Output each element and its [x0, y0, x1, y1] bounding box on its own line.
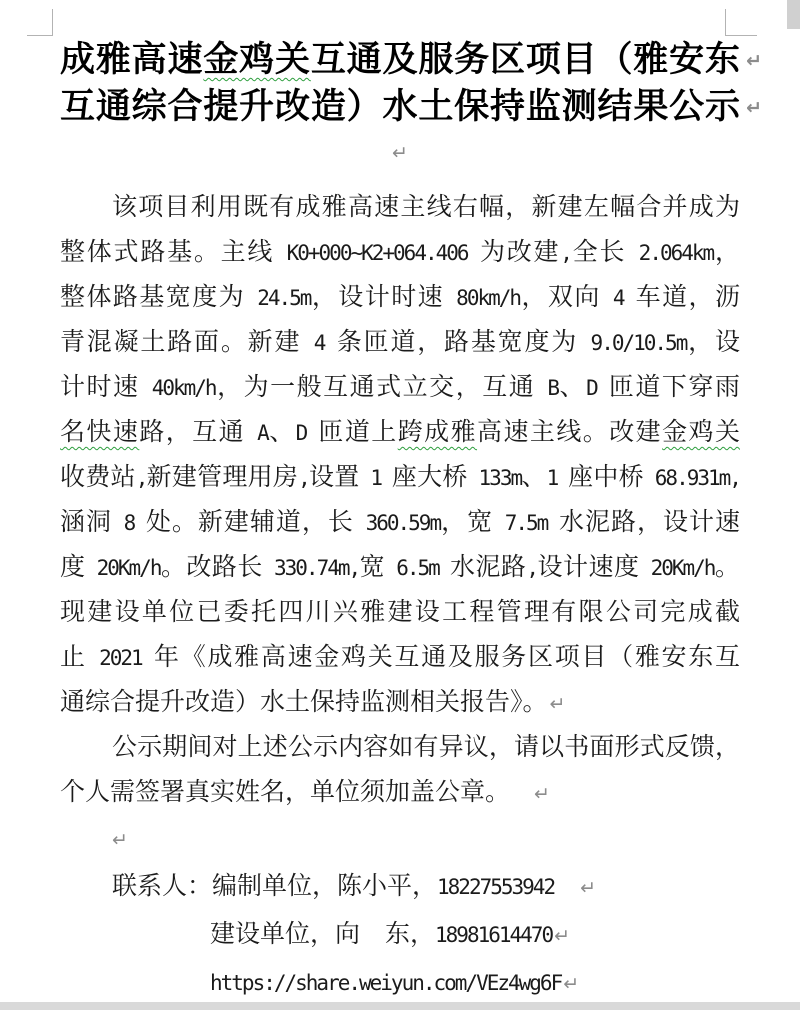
line-text: 涵洞 8 处。新建辅道，长 360.59m，宽 7.5m 水泥路，设计速	[60, 507, 740, 536]
margin-crop-mark-top-right-vertical	[725, 9, 726, 36]
latin-text-run: 1	[546, 466, 569, 490]
line-text: 建设单位，向 东，18981614470	[210, 919, 553, 948]
line-text: 通综合提升改造）水土保持监测相关报告》。	[60, 687, 548, 716]
share-link-line	[60, 958, 740, 1006]
line-text: 计时速 40km/h，为一般互通式立交，互通 B、D 匝道下穿雨	[60, 372, 740, 401]
latin-text-run: 8	[112, 511, 146, 535]
latin-text-run: 4	[600, 286, 636, 310]
latin-text-run: 6.5m	[385, 556, 450, 580]
latin-text-run: K0+000~K2+064.406	[274, 241, 480, 265]
paragraph-mark-icon: ↵	[549, 693, 566, 715]
latin-text-run: 133m	[467, 466, 522, 490]
latin-text-run: 20Km/h	[85, 556, 161, 580]
paragraph-mark-icon: ↵	[392, 142, 408, 164]
body-text-line	[60, 454, 740, 499]
body-text-line	[60, 589, 740, 634]
empty-paragraph-line	[60, 814, 740, 862]
body-text-line	[60, 184, 740, 229]
body-text-line	[60, 499, 740, 544]
latin-text-run: B	[535, 376, 559, 400]
latin-text-run: 7.5m	[493, 511, 559, 535]
latin-text-run: 9.0/10.5m	[578, 331, 687, 355]
latin-text-run: 2021	[86, 646, 155, 670]
document-content	[60, 0, 762, 1006]
title-spacer	[60, 130, 740, 172]
latin-text-run: 360.59m	[353, 511, 441, 535]
document-title-line-2	[60, 83, 762, 130]
latin-text-run: ,	[135, 466, 147, 490]
line-text: 现建设单位已委托四川兴雅建设工程管理有限公司完成截	[60, 597, 740, 626]
paragraph-mark-icon: ↵	[563, 973, 580, 995]
margin-crop-mark-top-left-horizontal	[27, 35, 53, 36]
paragraph-mark-icon: ↵	[554, 925, 571, 947]
line-text: 度 20Km/h。改路长 330.74m,宽 6.5m 水泥路,设计速度 20Km/h。	[60, 552, 740, 581]
document-body	[60, 184, 740, 814]
latin-text-run: 80km/h	[444, 286, 521, 310]
body-text-line	[60, 724, 740, 769]
window-edge-corner	[787, 0, 800, 29]
paragraph-mark-icon: ↵	[534, 783, 550, 805]
line-text: 止 2021 年《成雅高速金鸡关互通及服务区项目（雅安东互	[60, 642, 740, 671]
spellcheck-wavy-underline: 名快速	[60, 417, 140, 446]
body-text-line	[60, 409, 740, 454]
latin-text-run: https://share.weiyun.com/VEz4wg6F	[210, 971, 562, 995]
latin-text-run: ,	[526, 556, 538, 580]
body-text-line	[60, 274, 740, 319]
line-text: 青混凝土路面。新建 4 条匝道，路基宽度为 9.0/10.5m，设	[60, 327, 740, 356]
line-text	[210, 967, 561, 996]
line-text: 公示期间对上述公示内容如有异议，请以书面形式反馈，	[112, 732, 740, 761]
line-text: 该项目利用既有成雅高速主线右幅，新建左幅合并成为	[112, 192, 740, 221]
margin-crop-mark-top-left-vertical	[52, 9, 53, 36]
contact-line-compiler	[60, 862, 740, 910]
latin-text-run: 40km/h	[139, 376, 216, 400]
line-text: 互通综合提升改造）水土保持监测结果公示	[60, 87, 740, 126]
latin-text-run: D	[295, 421, 319, 445]
document-title-line-1	[60, 36, 762, 83]
latin-text-run: 4	[301, 331, 337, 355]
line-text: 成雅高速金鸡关互通及服务区项目（雅安东	[60, 40, 740, 79]
latin-text-run: 18227553942	[437, 875, 555, 899]
latin-text-run: 1	[359, 466, 392, 490]
line-text: 联系人：编制单位，陈小平，18227553942	[112, 871, 555, 900]
body-text-line	[60, 229, 740, 274]
empty-paragraph-line	[60, 130, 740, 172]
line-text: 收费站,新建管理用房,设置 1 座大桥 133m、1 座中桥 68.931m,	[60, 462, 740, 491]
line-text: 整体式路基。主线 K0+000~K2+064.406 为改建,全长 2.064km，	[60, 237, 740, 266]
latin-text-run: 68.931m,	[643, 466, 740, 490]
spellcheck-wavy-underline: 金鸡关	[662, 417, 740, 446]
latin-text-run: ,	[560, 241, 571, 265]
latin-text-run: 24.5m	[245, 286, 311, 310]
latin-text-run: 18981614470	[435, 923, 553, 947]
body-text-line	[60, 319, 740, 364]
latin-text-run: A	[245, 421, 268, 445]
document-footer	[60, 814, 740, 1006]
document-title	[60, 36, 762, 130]
latin-text-run: ,	[298, 466, 309, 490]
body-text-line	[60, 769, 740, 814]
spellcheck-wavy-underline: 金鸡关	[203, 40, 311, 79]
line-text: 个人需签署真实姓名，单位须加盖公章。	[60, 777, 511, 806]
contact-line-builder	[60, 910, 740, 958]
line-text: 整体路基宽度为 24.5m，设计时速 80km/h，双向 4 车道，沥	[60, 282, 740, 311]
latin-text-run: D	[586, 376, 609, 400]
body-text-line	[60, 364, 740, 409]
body-text-line	[60, 679, 740, 724]
paragraph-mark-icon: ↵	[746, 50, 762, 72]
paragraph-mark-icon: ↵	[746, 97, 762, 119]
latin-text-run: 20Km/h	[639, 556, 715, 580]
body-text-line	[60, 634, 740, 679]
paragraph-mark-icon: ↵	[580, 877, 597, 899]
body-text-line	[60, 544, 740, 589]
latin-text-run: 330.74m,	[262, 556, 360, 580]
latin-text-run: 2.064km	[626, 241, 714, 265]
spellcheck-wavy-underline: 跨成雅	[397, 417, 478, 446]
paragraph-mark-icon: ↵	[112, 829, 128, 851]
line-text: 名快速路，互通 A、D 匝道上跨成雅高速主线。改建金鸡关	[60, 417, 740, 446]
